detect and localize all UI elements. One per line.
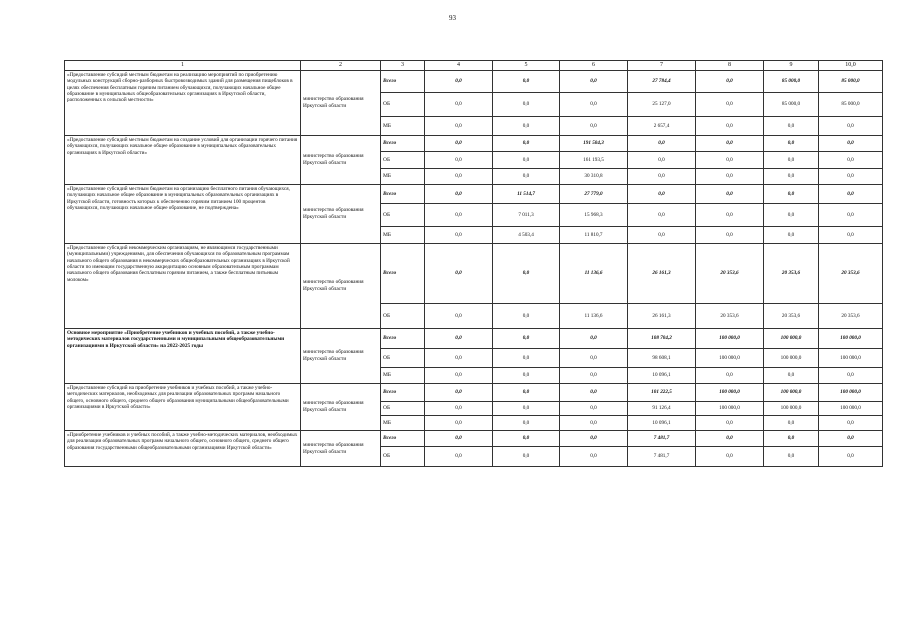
amount-cell: 0,0 bbox=[628, 152, 696, 169]
table-row bbox=[65, 136, 883, 152]
amount-cell: 0,0 bbox=[819, 204, 883, 227]
amount-cell: 101 222,5 bbox=[628, 384, 696, 402]
table-row bbox=[65, 329, 883, 349]
amount-cell: 100 000,0 bbox=[696, 402, 764, 416]
amount-cell: 100 000,0 bbox=[764, 329, 819, 349]
amount-cell: 0,0 bbox=[425, 152, 493, 169]
amount-cell: 25 127,0 bbox=[628, 93, 696, 117]
amount-cell: 0,0 bbox=[560, 384, 628, 402]
header-cell: 9 bbox=[764, 61, 819, 71]
table-row bbox=[65, 185, 883, 204]
amount-cell: 0,0 bbox=[764, 152, 819, 169]
amount-cell: 20 353,6 bbox=[764, 244, 819, 304]
header-cell: 2 bbox=[301, 61, 381, 71]
amount-cell: 0,0 bbox=[764, 416, 819, 431]
amount-cell: 0,0 bbox=[560, 117, 628, 136]
amount-cell: 100 000,0 bbox=[819, 349, 883, 368]
amount-cell: 85 000,0 bbox=[764, 93, 819, 117]
amount-cell: 0,0 bbox=[696, 117, 764, 136]
amount-cell: 0,0 bbox=[425, 71, 493, 93]
amount-cell: 7 481,7 bbox=[628, 431, 696, 447]
funding-source: МБ bbox=[381, 416, 425, 431]
funding-source: ОБ bbox=[381, 349, 425, 368]
page-number: 93 bbox=[449, 14, 456, 22]
funding-source: МБ bbox=[381, 227, 425, 244]
funding-source: Всего bbox=[381, 384, 425, 402]
amount-cell: 0,0 bbox=[560, 329, 628, 349]
amount-cell: 20 353,6 bbox=[819, 244, 883, 304]
amount-cell: 85 000,0 bbox=[819, 71, 883, 93]
amount-cell: 11 136,6 bbox=[560, 304, 628, 329]
amount-cell: 15 968,3 bbox=[560, 204, 628, 227]
amount-cell: 0,0 bbox=[493, 384, 560, 402]
amount-cell: 0,0 bbox=[819, 227, 883, 244]
amount-cell: 0,0 bbox=[696, 204, 764, 227]
header-row bbox=[65, 61, 883, 71]
amount-cell: 0,0 bbox=[493, 93, 560, 117]
table-row bbox=[65, 431, 883, 447]
amount-cell: 0,0 bbox=[425, 244, 493, 304]
amount-cell: 0,0 bbox=[493, 431, 560, 447]
amount-cell: 10 096,1 bbox=[628, 416, 696, 431]
amount-cell: 0,0 bbox=[696, 447, 764, 467]
amount-cell: 0,0 bbox=[560, 349, 628, 368]
amount-cell: 0,0 bbox=[425, 416, 493, 431]
amount-cell: 0,0 bbox=[493, 136, 560, 152]
amount-cell: 0,0 bbox=[819, 416, 883, 431]
amount-cell: 0,0 bbox=[628, 169, 696, 185]
header-cell: 5 bbox=[493, 61, 560, 71]
amount-cell: 91 126,4 bbox=[628, 402, 696, 416]
header-cell: 4 bbox=[425, 61, 493, 71]
amount-cell: 0,0 bbox=[560, 447, 628, 467]
funding-source: Всего bbox=[381, 185, 425, 204]
amount-cell: 0,0 bbox=[628, 185, 696, 204]
responsible-executor: министерство образования Иркутской области bbox=[301, 136, 381, 185]
amount-cell: 20 353,6 bbox=[764, 304, 819, 329]
amount-cell: 0,0 bbox=[628, 227, 696, 244]
amount-cell: 0,0 bbox=[425, 384, 493, 402]
amount-cell: 0,0 bbox=[696, 227, 764, 244]
funding-source: Всего bbox=[381, 136, 425, 152]
activity-description: «Предоставление субсидий местным бюджетам на создание условий для организации горячего питания обучающихся, получающих начальное общее образование в муниципальных образовательных организациях в Иркутской области» bbox=[65, 136, 301, 185]
amount-cell: 100 000,0 bbox=[819, 402, 883, 416]
amount-cell: 20 353,6 bbox=[696, 244, 764, 304]
amount-cell: 0,0 bbox=[493, 402, 560, 416]
funding-source: ОБ bbox=[381, 152, 425, 169]
funding-source: Всего bbox=[381, 329, 425, 349]
activity-description: «Предоставление субсидий местным бюджетам на организацию бесплатного питания обучающихся, получающих начальное общее образование в муниципальных образовательных организациях в Иркутской области, готовность которых к обеспечению горячим питанием 100 процентов обучающихся, получающих начальное общее образование, не подтверждена» bbox=[65, 185, 301, 244]
responsible-executor: министерство образования Иркутской области bbox=[301, 384, 381, 431]
amount-cell: 11 514,7 bbox=[493, 185, 560, 204]
funding-source: Всего bbox=[381, 244, 425, 304]
funding-source: ОБ bbox=[381, 93, 425, 117]
amount-cell: 100 000,0 bbox=[764, 349, 819, 368]
amount-cell: 0,0 bbox=[493, 152, 560, 169]
responsible-executor: министерство образования Иркутской области bbox=[301, 185, 381, 244]
amount-cell: 0,0 bbox=[696, 185, 764, 204]
activity-description: «Приобретение учебников и учебных пособий, а также учебно-методических материалов, необходимых для реализации образовательных программ начального общего, основного общего, среднего общего образования государственными общеобразовательными организациями Иркутской области» bbox=[65, 431, 301, 467]
amount-cell: 0,0 bbox=[493, 304, 560, 329]
funding-source: Всего bbox=[381, 71, 425, 93]
amount-cell: 0,0 bbox=[493, 71, 560, 93]
amount-cell: 30 310,8 bbox=[560, 169, 628, 185]
amount-cell: 0,0 bbox=[696, 93, 764, 117]
funding-source: МБ bbox=[381, 117, 425, 136]
amount-cell: 2 657,4 bbox=[628, 117, 696, 136]
funding-source: ОБ bbox=[381, 304, 425, 329]
header-cell: 1 bbox=[65, 61, 301, 71]
amount-cell: 0,0 bbox=[425, 227, 493, 244]
amount-cell: 0,0 bbox=[425, 136, 493, 152]
amount-cell: 100 000,0 bbox=[819, 384, 883, 402]
amount-cell: 20 353,6 bbox=[819, 304, 883, 329]
amount-cell: 98 608,1 bbox=[628, 349, 696, 368]
activity-description: «Предоставление субсидий некоммерческим организациям, не являющимся государственными (муниципальными) учреждениями, для обеспечения обучающихся по образовательным программам начального общего образования в некоммерческих общеобразовательных организациях в Иркутской области по имеющим государственную аккредитацию основным образовательным программам начального общего образования бесплатным горячим питанием, а также бесплатным питьевым молоком» bbox=[65, 244, 301, 329]
amount-cell: 0,0 bbox=[493, 416, 560, 431]
amount-cell: 0,0 bbox=[764, 117, 819, 136]
amount-cell: 0,0 bbox=[764, 431, 819, 447]
activity-description: «Предоставление субсидий на приобретение учебников и учебных пособий, а также учебно-методических материалов, необходимых для реализации образовательных программ начального общего, основного общего, среднего общего образования муниципальными общеобразовательными организациями в Иркутской области» bbox=[65, 384, 301, 431]
amount-cell: 0,0 bbox=[628, 204, 696, 227]
amount-cell: 0,0 bbox=[560, 402, 628, 416]
amount-cell: 0,0 bbox=[764, 136, 819, 152]
amount-cell: 0,0 bbox=[764, 169, 819, 185]
amount-cell: 0,0 bbox=[425, 431, 493, 447]
table-row bbox=[65, 244, 883, 304]
amount-cell: 0,0 bbox=[819, 431, 883, 447]
amount-cell: 0,0 bbox=[628, 136, 696, 152]
funding-source: ОБ bbox=[381, 402, 425, 416]
amount-cell: 0,0 bbox=[819, 152, 883, 169]
amount-cell: 0,0 bbox=[560, 93, 628, 117]
amount-cell: 100 000,0 bbox=[764, 384, 819, 402]
amount-cell: 85 000,0 bbox=[764, 71, 819, 93]
amount-cell: 0,0 bbox=[696, 71, 764, 93]
amount-cell: 100 000,0 bbox=[764, 402, 819, 416]
responsible-executor: министерство образования Иркутской области bbox=[301, 244, 381, 329]
amount-cell: 0,0 bbox=[493, 169, 560, 185]
header-cell: 6 bbox=[560, 61, 628, 71]
header-cell: 8 bbox=[696, 61, 764, 71]
amount-cell: 0,0 bbox=[764, 185, 819, 204]
amount-cell: 0,0 bbox=[819, 447, 883, 467]
responsible-executor: министерство образования Иркутской области bbox=[301, 71, 381, 136]
funding-source: МБ bbox=[381, 169, 425, 185]
amount-cell: 20 353,6 bbox=[696, 304, 764, 329]
amount-cell: 85 000,0 bbox=[819, 93, 883, 117]
amount-cell: 0,0 bbox=[425, 185, 493, 204]
amount-cell: 0,0 bbox=[425, 169, 493, 185]
amount-cell: 100 000,0 bbox=[696, 329, 764, 349]
amount-cell: 0,0 bbox=[493, 117, 560, 136]
amount-cell: 100 000,0 bbox=[819, 329, 883, 349]
table-row bbox=[65, 71, 883, 93]
amount-cell: 0,0 bbox=[425, 447, 493, 467]
amount-cell: 0,0 bbox=[560, 71, 628, 93]
amount-cell: 0,0 bbox=[696, 136, 764, 152]
amount-cell: 27 784,4 bbox=[628, 71, 696, 93]
amount-cell: 0,0 bbox=[764, 447, 819, 467]
amount-cell: 0,0 bbox=[819, 117, 883, 136]
amount-cell: 7 481,7 bbox=[628, 447, 696, 467]
amount-cell: 0,0 bbox=[425, 349, 493, 368]
table-body bbox=[65, 61, 883, 467]
amount-cell: 0,0 bbox=[696, 431, 764, 447]
amount-cell: 0,0 bbox=[764, 368, 819, 384]
amount-cell: 11 810,7 bbox=[560, 227, 628, 244]
amount-cell: 0,0 bbox=[493, 329, 560, 349]
header-cell: 3 bbox=[381, 61, 425, 71]
amount-cell: 26 161,3 bbox=[628, 244, 696, 304]
amount-cell: 0,0 bbox=[696, 169, 764, 185]
amount-cell: 0,0 bbox=[764, 204, 819, 227]
amount-cell: 100 000,0 bbox=[696, 384, 764, 402]
amount-cell: 0,0 bbox=[425, 93, 493, 117]
amount-cell: 7 011,3 bbox=[493, 204, 560, 227]
amount-cell: 100 000,0 bbox=[696, 349, 764, 368]
amount-cell: 10 096,1 bbox=[628, 368, 696, 384]
header-cell: 10,0 bbox=[819, 61, 883, 71]
amount-cell: 0,0 bbox=[493, 244, 560, 304]
amount-cell: 0,0 bbox=[696, 416, 764, 431]
amount-cell: 0,0 bbox=[560, 368, 628, 384]
funding-source: Всего bbox=[381, 431, 425, 447]
budget-table bbox=[64, 60, 883, 467]
amount-cell: 161 193,5 bbox=[560, 152, 628, 169]
amount-cell: 0,0 bbox=[425, 204, 493, 227]
funding-source: ОБ bbox=[381, 204, 425, 227]
amount-cell: 0,0 bbox=[425, 329, 493, 349]
amount-cell: 0,0 bbox=[696, 368, 764, 384]
amount-cell: 0,0 bbox=[425, 368, 493, 384]
amount-cell: 0,0 bbox=[819, 185, 883, 204]
header-cell: 7 bbox=[628, 61, 696, 71]
amount-cell: 0,0 bbox=[425, 117, 493, 136]
activity-description: Основное мероприятие «Приобретение учебников и учебных пособий, а также учебно-методических материалов государственными и муниципальными общеобразовательными организациями в Иркутской области» на 2022-2025 годы bbox=[65, 329, 301, 384]
amount-cell: 0,0 bbox=[696, 152, 764, 169]
amount-cell: 0,0 bbox=[493, 368, 560, 384]
amount-cell: 0,0 bbox=[764, 227, 819, 244]
activity-description: «Предоставление субсидий местным бюджетам на реализацию мероприятий по приобретению модульных конструкций сборно-разборных быстровозводимых зданий для размещения пищеблоков в целях обеспечения бесплатным горячим питанием обучающихся, получающих начальное общее образование в муниципальных общеобразовательных организациях в Иркутской области, расположенных в сельской местности» bbox=[65, 71, 301, 136]
amount-cell: 0,0 bbox=[819, 136, 883, 152]
amount-cell: 0,0 bbox=[560, 431, 628, 447]
amount-cell: 4 503,4 bbox=[493, 227, 560, 244]
table-row bbox=[65, 384, 883, 402]
amount-cell: 27 779,0 bbox=[560, 185, 628, 204]
funding-source: ОБ bbox=[381, 447, 425, 467]
amount-cell: 0,0 bbox=[425, 402, 493, 416]
amount-cell: 0,0 bbox=[819, 169, 883, 185]
funding-source: МБ bbox=[381, 368, 425, 384]
amount-cell: 11 136,6 bbox=[560, 244, 628, 304]
amount-cell: 108 704,2 bbox=[628, 329, 696, 349]
amount-cell: 26 161,3 bbox=[628, 304, 696, 329]
amount-cell: 191 504,3 bbox=[560, 136, 628, 152]
amount-cell: 0,0 bbox=[493, 349, 560, 368]
amount-cell: 0,0 bbox=[560, 416, 628, 431]
amount-cell: 0,0 bbox=[493, 447, 560, 467]
amount-cell: 0,0 bbox=[819, 368, 883, 384]
responsible-executor: министерство образования Иркутской области bbox=[301, 329, 381, 384]
responsible-executor: министерство образования Иркутской области bbox=[301, 431, 381, 467]
amount-cell: 0,0 bbox=[425, 304, 493, 329]
